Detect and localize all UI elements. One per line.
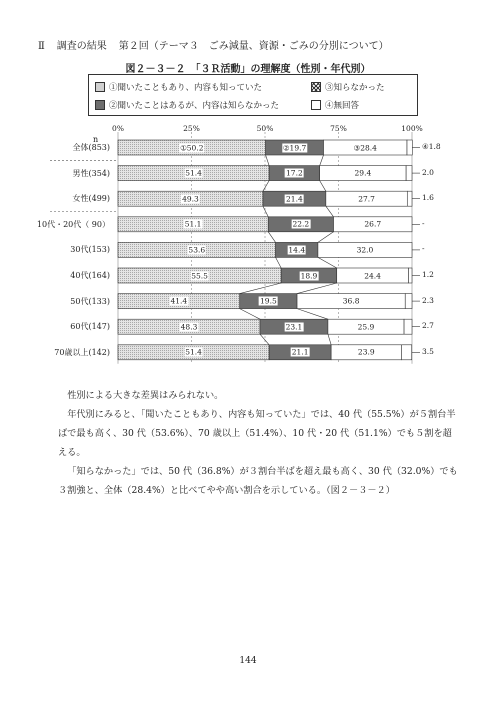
connector-line [268,232,275,243]
connector-line [240,309,260,320]
bar-segment-r8-s4 [401,345,411,360]
value-label-r2-s3: 27.7 [358,194,375,204]
connector-line [318,257,337,268]
connector-line [297,283,337,294]
value-label-r0-s3: ③28.4 [353,143,377,152]
value-label-r1-s3: 29.4 [354,168,372,178]
value-label-r6-s4: 2.3 [422,295,434,305]
value-label-r7-s1: 48.3 [180,322,198,332]
legend-label-s1: ①聞いたこともあり、内容も知っていた [109,83,263,93]
category-label: 60代(147) [70,322,110,332]
connector-line [266,155,270,166]
part-number: Ⅱ [38,41,45,52]
category-label: 70歳以上(142) [54,347,110,357]
value-label-r0-s4: ④1.8 [422,142,441,151]
bar-segment-r2-s4 [407,191,412,206]
n-label: n [93,135,99,144]
value-label-r2-s4: 1.6 [422,193,434,203]
category-label: 50代(133) [70,296,110,306]
connector-line [326,206,334,217]
value-label-r7-s3: 25.9 [357,322,375,332]
value-label-r7-s4: 2.7 [422,321,434,331]
round-name: 第２回（テーマ３ ごみ減量、資源・ごみの分別について） [118,41,389,52]
legend-label-s2: ②聞いたことはあるが、内容は知らなかった [109,101,280,111]
tick-label-100: 100% [401,124,423,133]
tick-label-0: 0% [112,124,124,133]
value-label-r1-s1: 51.4 [185,168,202,178]
value-label-r5-s3: 24.4 [364,271,381,280]
category-label: 10代・20代（ 90） [36,219,110,229]
bar-segment-r7-s4 [404,319,412,334]
value-label-r4-s2: 14.4 [288,245,306,255]
value-label-r0-s2: ②19.7 [282,143,307,152]
connector-line [263,181,269,192]
bar-segment-r6-s4 [405,294,412,309]
value-label-r3-s4: - [422,218,425,228]
value-label-r8-s4: 3.5 [422,346,434,356]
value-label-r1-s2: 17.2 [286,168,303,178]
value-label-r4-s3: 32.0 [356,245,374,255]
connector-line [320,181,326,192]
value-label-r8-s3: 23.9 [357,347,375,357]
value-label-r6-s1: 41.4 [170,296,188,306]
body-paragraph-2: 年代別にみると、「聞いたこともあり、内容も知っていた」では、40 代（55.5%）が５割台半ばで最も高く、30 代（53.6%）、70 歳以上（51.4%）、10 代・20 代（51.1%）でも５割を超える。 [58,409,456,458]
value-label-r3-s3: 26.7 [364,219,382,229]
value-label-r2-s1: 49.3 [182,194,199,204]
tick-label-75: 75% [330,124,347,133]
connector-line [297,309,328,320]
value-label-r8-s2: 21.1 [291,347,309,357]
value-label-r4-s1: 53.6 [188,245,206,255]
category-label: 30代(153) [70,245,110,255]
connector-line [276,257,282,268]
connector-line [260,334,269,345]
legend-label-s3: ③知らなかった [325,83,385,93]
body-paragraph-1: 性別による大きな差異はみられない。 [67,390,224,401]
section-name: 調査の結果 [56,41,107,52]
connector-line [328,334,331,345]
connector-line [320,155,324,166]
value-label-r0-s1: ①50.2 [180,143,204,152]
bar-segment-r5-s4 [408,268,412,283]
bar-segment-r1-s4 [406,166,412,181]
tick-label-50: 50% [256,124,274,133]
value-label-r3-s1: 51.1 [184,219,202,229]
value-label-r1-s4: 2.0 [422,167,434,177]
page-number: 144 [239,656,257,666]
value-label-r5-s1: 55.5 [191,271,208,280]
value-label-r8-s1: 51.4 [185,347,202,357]
body-paragraph-3: 「知らなかった」では、50 代（36.8%）が３割台半ばを超え最も高く、30 代（32.0%）でも３割強と、全体（28.4%）と比べてやや高い割合を示している。（図２－３－２） [58,466,458,496]
bar-segment-r0-s4 [407,140,412,155]
value-label-r5-s2: 18.9 [300,271,318,280]
figure-title: 図２－３－２ 「３Ｒ活動」の理解度（性別・年代別） [125,64,371,75]
category-label: 男性(354) [72,168,110,178]
connector-line [263,206,268,217]
value-label-r6-s2: 19.5 [260,296,277,306]
category-label: 全体(853) [72,143,110,152]
value-label-r3-s2: 22.2 [292,219,310,229]
tick-label-25: 25% [183,124,200,133]
legend-label-s4: ④無回答 [325,101,360,111]
category-label: 女性(499) [72,194,110,204]
value-label-r2-s2: 21.4 [286,194,303,204]
value-label-r5-s4: 1.2 [422,270,434,279]
body-text [58,386,458,500]
connector-line [240,283,281,294]
connector-line [318,232,334,243]
value-label-r7-s2: 23.1 [285,322,303,332]
category-label: 40代(164) [70,271,110,280]
value-label-r4-s4: - [422,244,425,254]
value-label-r6-s3: 36.8 [342,296,360,306]
